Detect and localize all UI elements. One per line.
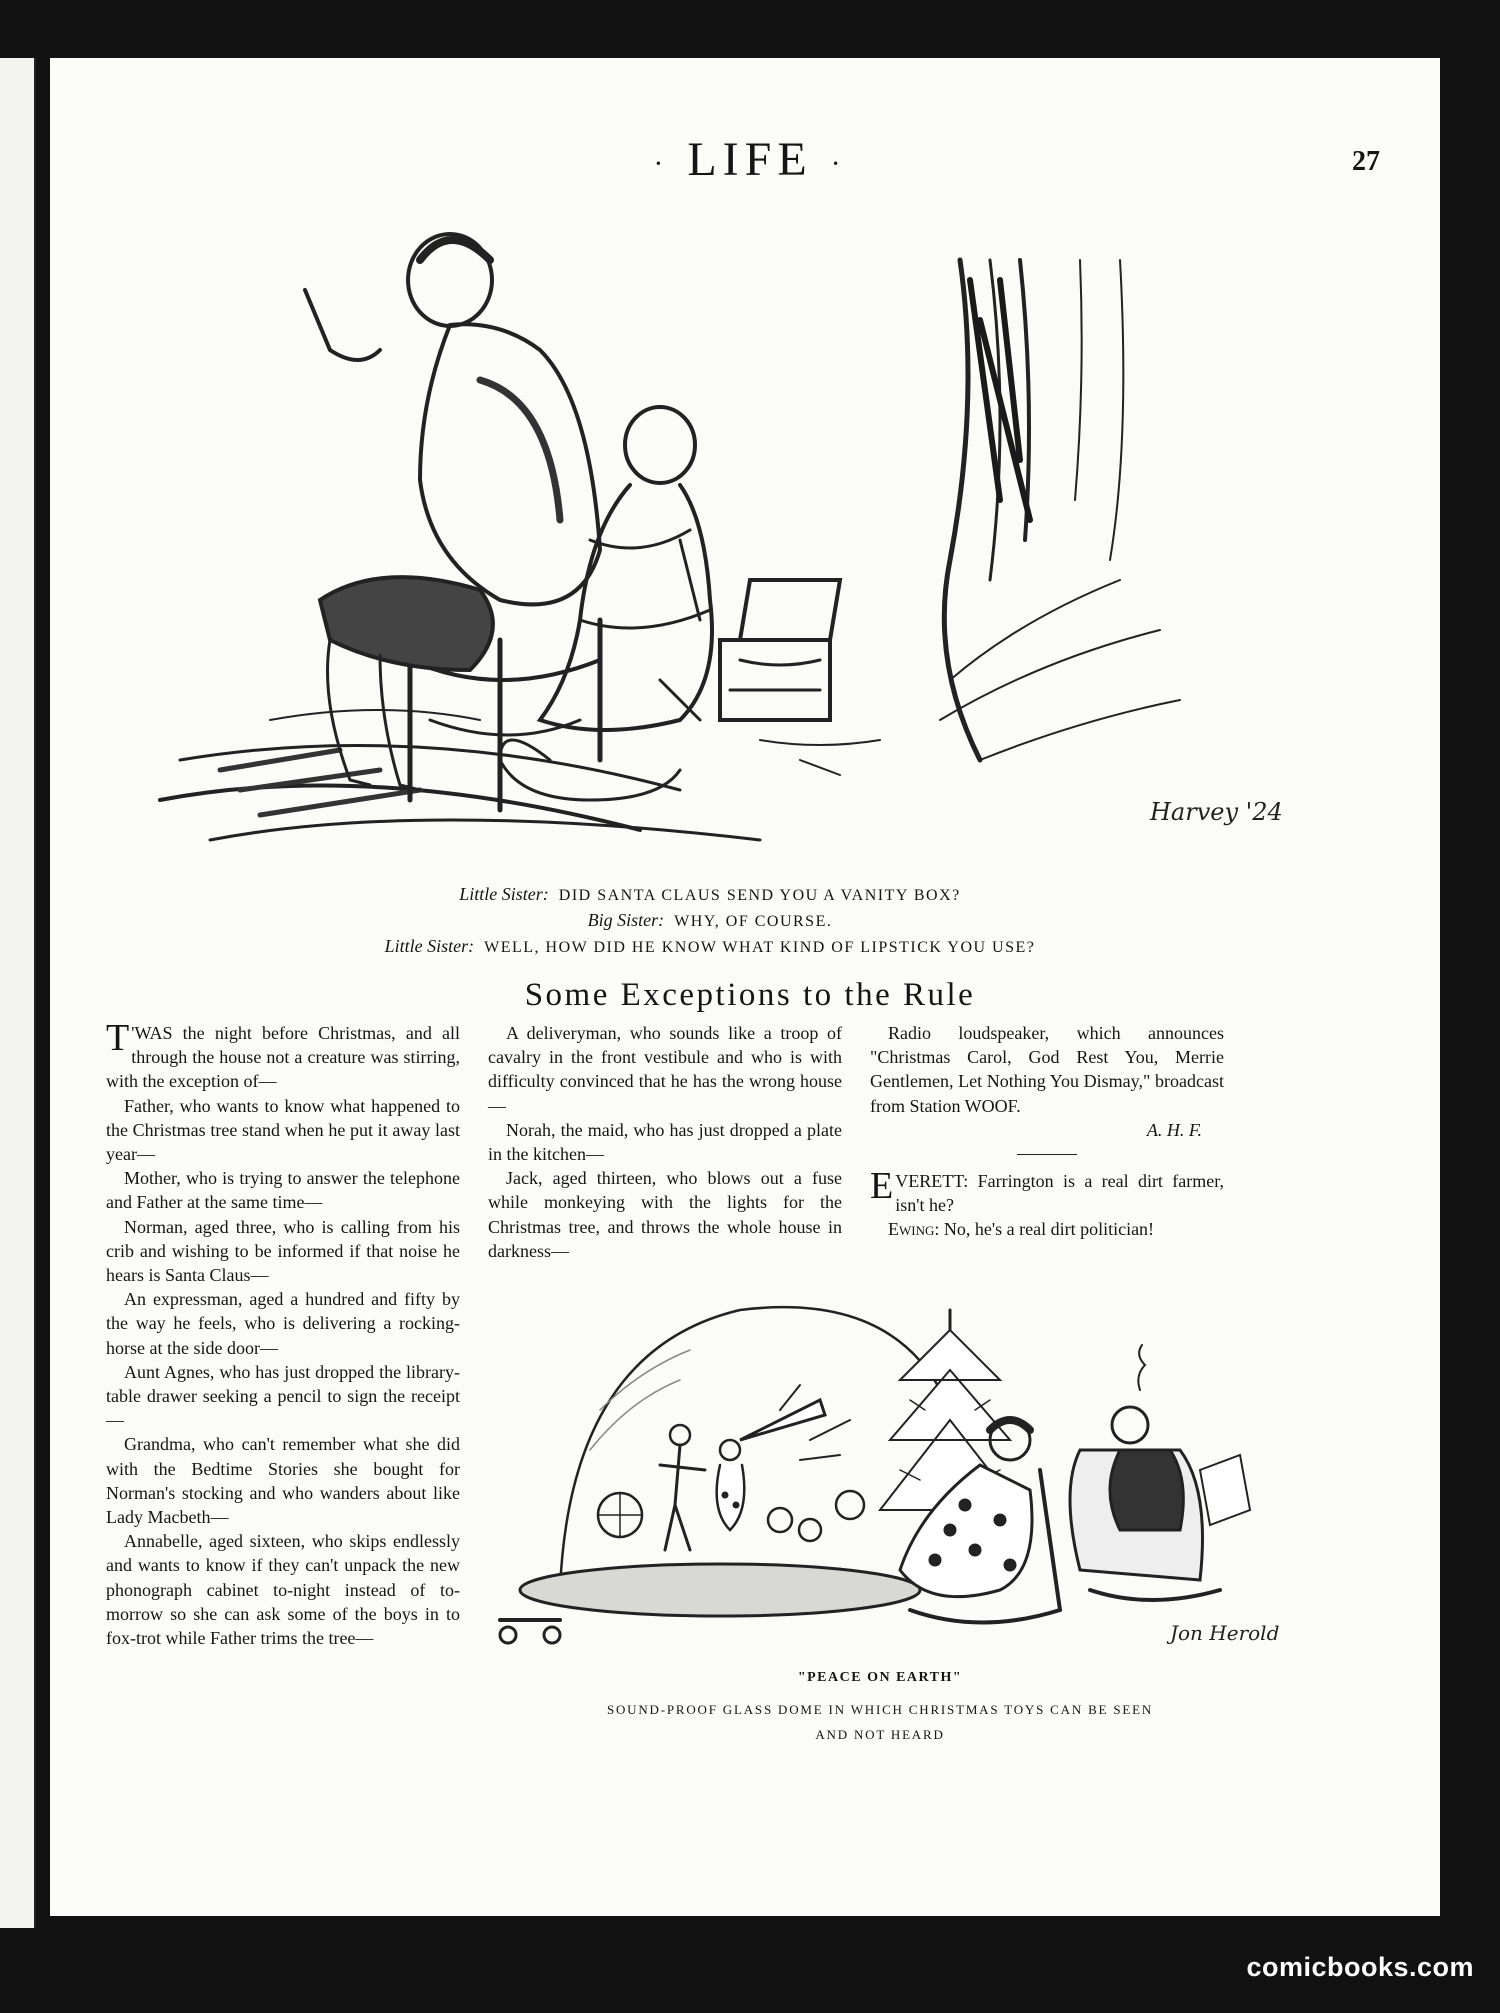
section-divider [1017, 1154, 1077, 1155]
dialogue-speaker-3: Little Sister: [384, 936, 475, 956]
dome-caption-line-2: AND NOT HEARD [815, 1727, 945, 1742]
article-column-1 [106, 1017, 460, 1650]
article-paragraph: A deliveryman, who sounds like a troop of cavalry in the front vestibule and who is with difficulty convinced that he has the wrong house— [488, 1023, 842, 1116]
drop-cap: T [106, 1017, 130, 1059]
joke-line-2 [870, 1217, 1224, 1241]
dialogue-speaker-2: Big Sister: [587, 910, 665, 930]
article-paragraph: T 'WAS the night before Christmas, and all through the house not a creature was stirring, with the exception of— [106, 1017, 460, 1092]
page-number: 27 [1352, 146, 1380, 177]
masthead-dot-right: · [830, 146, 847, 180]
article-column-2 [488, 1021, 842, 1263]
dialogue-line-3 [220, 934, 1200, 960]
dome-caption-line-1: SOUND-PROOF GLASS DOME IN WHICH CHRISTMAS TOYS CAN BE SEEN [606, 1702, 1154, 1717]
dialogue-speaker-1: Little Sister: [459, 884, 549, 904]
article-paragraph: Father, who wants to know what happened to the Christmas tree stand when he put it away last year— [106, 1095, 460, 1165]
herold-signature: Jon Herold [1170, 1621, 1280, 1645]
article-headline: Some Exceptions to the Rule [524, 977, 976, 1013]
harvey-signature: Harvey '24 [1150, 798, 1283, 826]
joke-text-2: No, he's a real dirt politician! [943, 1219, 1155, 1240]
joke-speaker-2: Ewing: [888, 1219, 940, 1240]
dialogue-text-1: DID SANTA CLAUS SEND YOU A VANITY BOX? [558, 887, 961, 904]
article-paragraph: Jack, aged thirteen, who blows out a fuse while monkeying with the lights for the Christmas tree, and throws the whole house in darkness— [488, 1168, 842, 1261]
masthead-title: LIFE [687, 133, 813, 186]
article-column-3 [870, 1021, 1224, 1242]
dome-cartoon-caption [480, 1697, 1280, 1747]
masthead-dot-left: · [653, 146, 670, 180]
article-paragraph: Norman, aged three, who is calling from his crib and wishing to be informed if that noise he hears is Santa Claus— [106, 1216, 460, 1286]
article-paragraph: Annabelle, aged sixteen, who skips endlessly and wants to know if they can't unpack the new phonograph cabinet to-night instead of to-morrow so she can ask some of the boys in to fox-trot while Father trims the tree— [106, 1531, 460, 1649]
joke-drop-cap: E [870, 1165, 894, 1208]
site-watermark: comicbooks.com [1246, 1952, 1474, 1982]
sisters-cartoon-illustration [120, 200, 1283, 880]
sisters-cartoon-caption [220, 882, 1200, 960]
joke-line-1 [870, 1165, 1225, 1217]
dialogue-line-1 [220, 882, 1200, 908]
dome-cartoon-title: "PEACE ON EARTH" [797, 1670, 963, 1685]
dialogue-line-2 [220, 908, 1200, 934]
article-paragraph: Norah, the maid, who has just dropped a plate in the kitchen— [488, 1119, 842, 1165]
joke-speaker-1: VERETT: [895, 1171, 969, 1192]
joke-text-1: Farrington is a real dirt farmer, isn't he? [895, 1171, 1225, 1216]
dialogue-text-2: WHY, OF COURSE. [674, 913, 833, 930]
article-signature: A. H. F. [1146, 1119, 1202, 1140]
article-paragraph: Mother, who is trying to answer the telephone and Father at the same time— [106, 1168, 460, 1213]
article-paragraph: Aunt Agnes, who has just dropped the library-table drawer seeking a pencil to sign the receipt— [106, 1361, 460, 1431]
glass-dome-cartoon-illustration [480, 1290, 1280, 1670]
masthead [0, 132, 1500, 187]
article-paragraph: Grandma, who can't remember what she did with the Bedtime Stories she bought for Norman's stocking and who wanders about like Lady Macbeth— [106, 1434, 460, 1528]
dialogue-text-3: WELL, HOW DID HE KNOW WHAT KIND OF LIPSTICK YOU USE? [484, 939, 1036, 956]
article-paragraph: An expressman, aged a hundred and fifty by the way he feels, who is delivering a rocking-horse at the side door— [106, 1289, 460, 1358]
article-paragraph: Radio loudspeaker, which announces "Christmas Carol, God Rest You, Merrie Gentlemen, Let Nothing You Dismay," broadcast from Station WOOF. [870, 1023, 1224, 1116]
